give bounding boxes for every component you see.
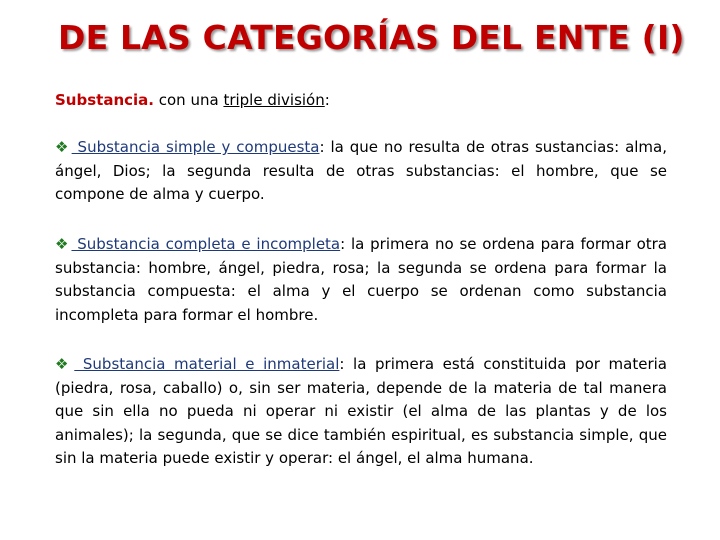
item-text: : la primera no se ordena para formar otra substancia: hombre, ángel, piedra, rosa; la segunda se ordena para formar la substancia compuesta: el alma y el cuerpo se ordenan como substancia incompleta para formar el hombre. [55,235,667,324]
list-item [55,353,667,471]
item-text: : la primera está constituida por materia (piedra, rosa, caballo) o, sin ser materia, depende de la materia de tal manera que sin ella no pueda ni operar ni existir (el alma de las plantas y de los animales); la segunda, que se dice también espiritual, es substancia simple, que sin la materia puede existir y operar: el ángel, el alma humana. [55,355,667,467]
item-term: Substancia completa e incompleta [71,235,341,253]
intro-line [55,90,330,110]
diamond-bullet-icon: ❖ [55,235,70,253]
item-term: Substancia material e inmaterial [74,355,340,373]
list-item [55,233,667,327]
intro-underlined: triple división [223,91,325,109]
item-term: Substancia simple y compuesta [71,138,320,156]
page-title: DE LAS CATEGORÍAS DEL ENTE (I) [58,18,685,57]
diamond-bullet-icon: ❖ [55,355,73,373]
diamond-bullet-icon: ❖ [55,138,70,156]
intro-middle: con una [153,91,224,109]
item-text: : la que no resulta de otras sustancias: alma, ángel, Dios; la segunda resulta de otras substancias: el hombre, que se compone de alma y cuerpo. [55,138,667,203]
list-item [55,136,667,207]
intro-end: : [324,91,330,109]
intro-lead: Substancia. [55,91,154,109]
